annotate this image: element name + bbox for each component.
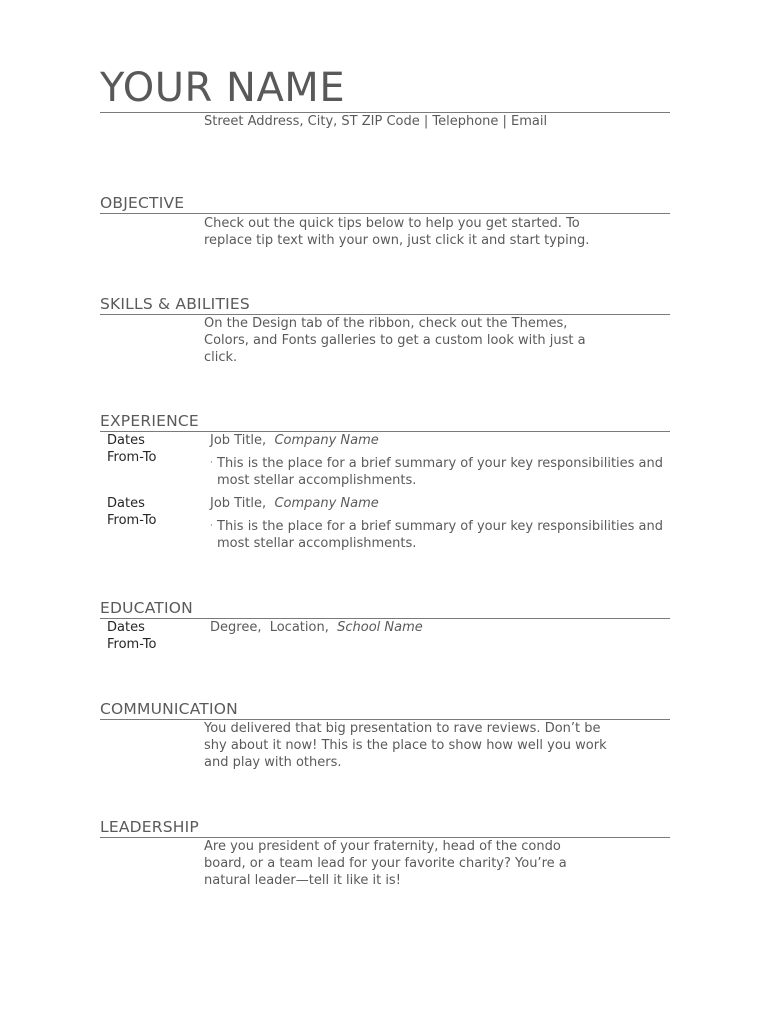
experience-dates-1[interactable]: Dates From-To (107, 433, 157, 465)
bullet-text: This is the place for a brief summary of your key responsibilities and most stellar accomplishments. (217, 456, 664, 488)
section-title-education[interactable]: EDUCATION (100, 599, 193, 617)
bullet-dot: · (210, 521, 213, 531)
bullet-text: This is the place for a brief summary of your key responsibilities and most stellar accomplishments. (217, 519, 664, 551)
section-title-skills[interactable]: SKILLS & ABILITIES (100, 295, 250, 313)
job-title: Job Title, (210, 433, 267, 448)
section-title-objective[interactable]: OBJECTIVE (100, 194, 185, 212)
experience-bullet-2[interactable] (210, 518, 670, 552)
job-title: Job Title, (210, 496, 267, 511)
objective-text[interactable]: Check out the quick tips below to help you get started. To replace tip text with your own, just click it and start typing. (204, 216, 590, 248)
communication-text[interactable]: You delivered that big presentation to rave reviews. Don’t be shy about it now! This is the place to show how well you work and play with others. (204, 721, 607, 770)
section-title-experience[interactable]: EXPERIENCE (100, 412, 199, 430)
degree: Degree, (210, 620, 262, 635)
company-name: Company Name (274, 496, 379, 511)
education-entry-1[interactable] (210, 619, 670, 636)
leadership-text[interactable]: Are you president of your fraternity, head of the condo board, or a team lead for your favorite charity? You’re a natural leader—tell it like it is! (204, 839, 567, 888)
objective-divider (100, 213, 670, 214)
section-title-communication[interactable]: COMMUNICATION (100, 700, 238, 718)
section-title-leadership[interactable]: LEADERSHIP (100, 818, 199, 836)
skills-text[interactable]: On the Design tab of the ribbon, check out the Themes, Colors, and Fonts galleries to get a custom look with just a click. (204, 316, 586, 365)
experience-dates-2[interactable]: Dates From-To (107, 496, 157, 528)
education-dates-1[interactable]: Dates From-To (107, 620, 157, 652)
resume-name[interactable]: YOUR NAME (100, 65, 346, 111)
location: Location, (269, 620, 329, 635)
bullet-dot: · (210, 458, 213, 468)
school-name: School Name (337, 620, 423, 635)
company-name: Company Name (274, 433, 379, 448)
contact-info[interactable]: Street Address, City, ST ZIP Code | Telephone | Email (204, 114, 548, 129)
experience-job-2[interactable] (210, 495, 670, 512)
experience-bullet-1[interactable] (210, 455, 670, 489)
experience-job-1[interactable] (210, 432, 670, 449)
